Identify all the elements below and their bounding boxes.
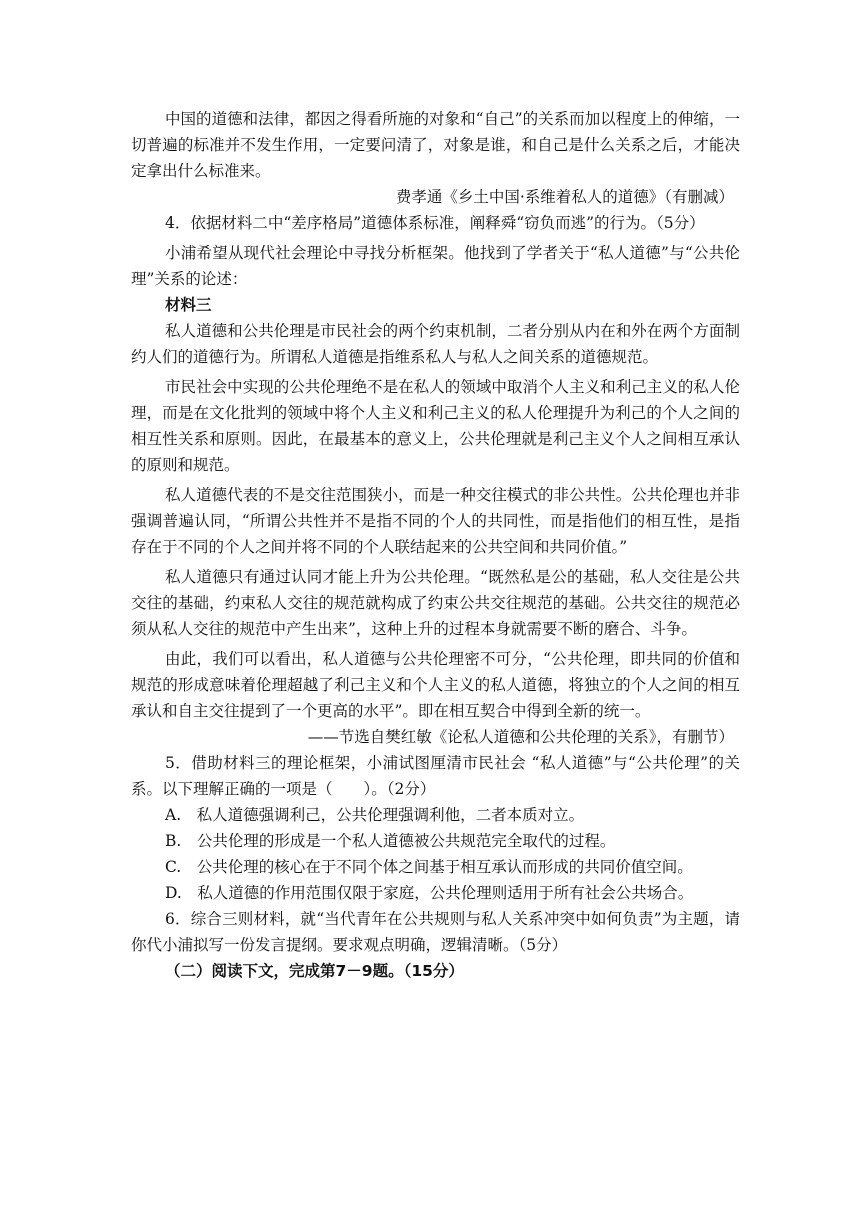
question-5-stem: 5．借助材料三的理论框架，小浦试图厘清市民社会 “私人道德”与“公共伦理”的关系。以下理解正确的一项是（ ）。（2分） [131,754,740,798]
material-3-source: ——节选自樊红敏《论私人道德和公共伦理的关系》，有删节） [307,728,734,746]
passage-tail: 中国的道德和法律，都因之得看所施的对象和“自己”的关系而加以程度上的伸缩，一切普遍的标准并不发生作用，一定要问清了，对象是谁，和自己是什么关系之后，才能决定拿出什么标准来。 [131,110,740,180]
material-3-title: 材料三 [165,296,212,314]
material-3-paragraph: 私人道德只有通过认同才能上升为公共伦理。“既然私是公的基础，私人交往是公共交往的基础，约束私人交往的规范就构成了约束公共交往规范的基础。公共交往的规范必须从私人交往的规范中产生出来”，这种上升的过程本身就需要不断的磨合、斗争。 [131,568,740,638]
passage-tail-source: 费孝通《乡土中国·系维着私人的道德》（有删减） [395,188,734,206]
material-3-paragraph: 私人道德代表的不是交往范围狭小，而是一种交往模式的非公共性。公共伦理也并非强调普遍认同，“所谓公共性并不是指不同的个人的共同性，而是指他们的相互性，是指存在于不同的个人之间并将不同的个人联结起来的公共空间和共同价值。” [131,486,740,556]
question-5-option-b: B. 公共伦理的形成是一个私人道德被公共规范完全取代的过程。 [165,832,616,850]
material-3-paragraph: 市民社会中实现的公共伦理绝不是在私人的领域中取消个人主义和利己主义的私人伦理，而是在文化批判的领域中将个人主义和利己主义的私人伦理提升为利己的个人之间的相互性关系和原则。因此，在最基本的意义上，公共伦理就是利己主义个人之间相互承认的原则和规范。 [131,378,740,474]
material-3-paragraph: 私人道德和公共伦理是市民社会的两个约束机制，二者分别从内在和外在两个方面制约人们的道德行为。所谓私人道德是指维系私人与私人之间关系的道德规范。 [131,322,740,366]
material-3-paragraph: 由此，我们可以看出，私人道德与公共伦理密不可分，“公共伦理，即共同的价值和规范的形成意味着伦理超越了利己主义和个人主义的私人道德，将独立的个人之间的相互承认和自主交往提到了一个更高的水平”。即在相互契合中得到全新的统一。 [131,650,740,720]
question-5-option-a: A. 私人道德强调利己，公共伦理强调利他，二者本质对立。 [165,806,585,824]
question-5-option-d: D. 私人道德的作用范围仅限于家庭，公共伦理则适用于所有社会公共场合。 [165,884,694,902]
question-4: 4．依据材料二中“差序格局”道德体系标准，阐释舜“窃负而逃”的行为。（5分） [165,214,705,232]
section-2-heading: （二）阅读下文，完成第7－9题。（15分） [165,962,464,980]
question-5-option-c: C. 公共伦理的核心在于不同个体之间基于相互承认而形成的共同价值空间。 [165,858,693,876]
question-6: 6．综合三则材料，就“当代青年在公共规则与私人关系冲突中如何负责”为主题，请你代小浦拟写一份发言提纲。要求观点明确，逻辑清晰。（5分） [131,910,740,954]
material-intro: 小浦希望从现代社会理论中寻找分析框架。他找到了学者关于“私人道德”与“公共伦理”关系的论述： [131,244,740,288]
